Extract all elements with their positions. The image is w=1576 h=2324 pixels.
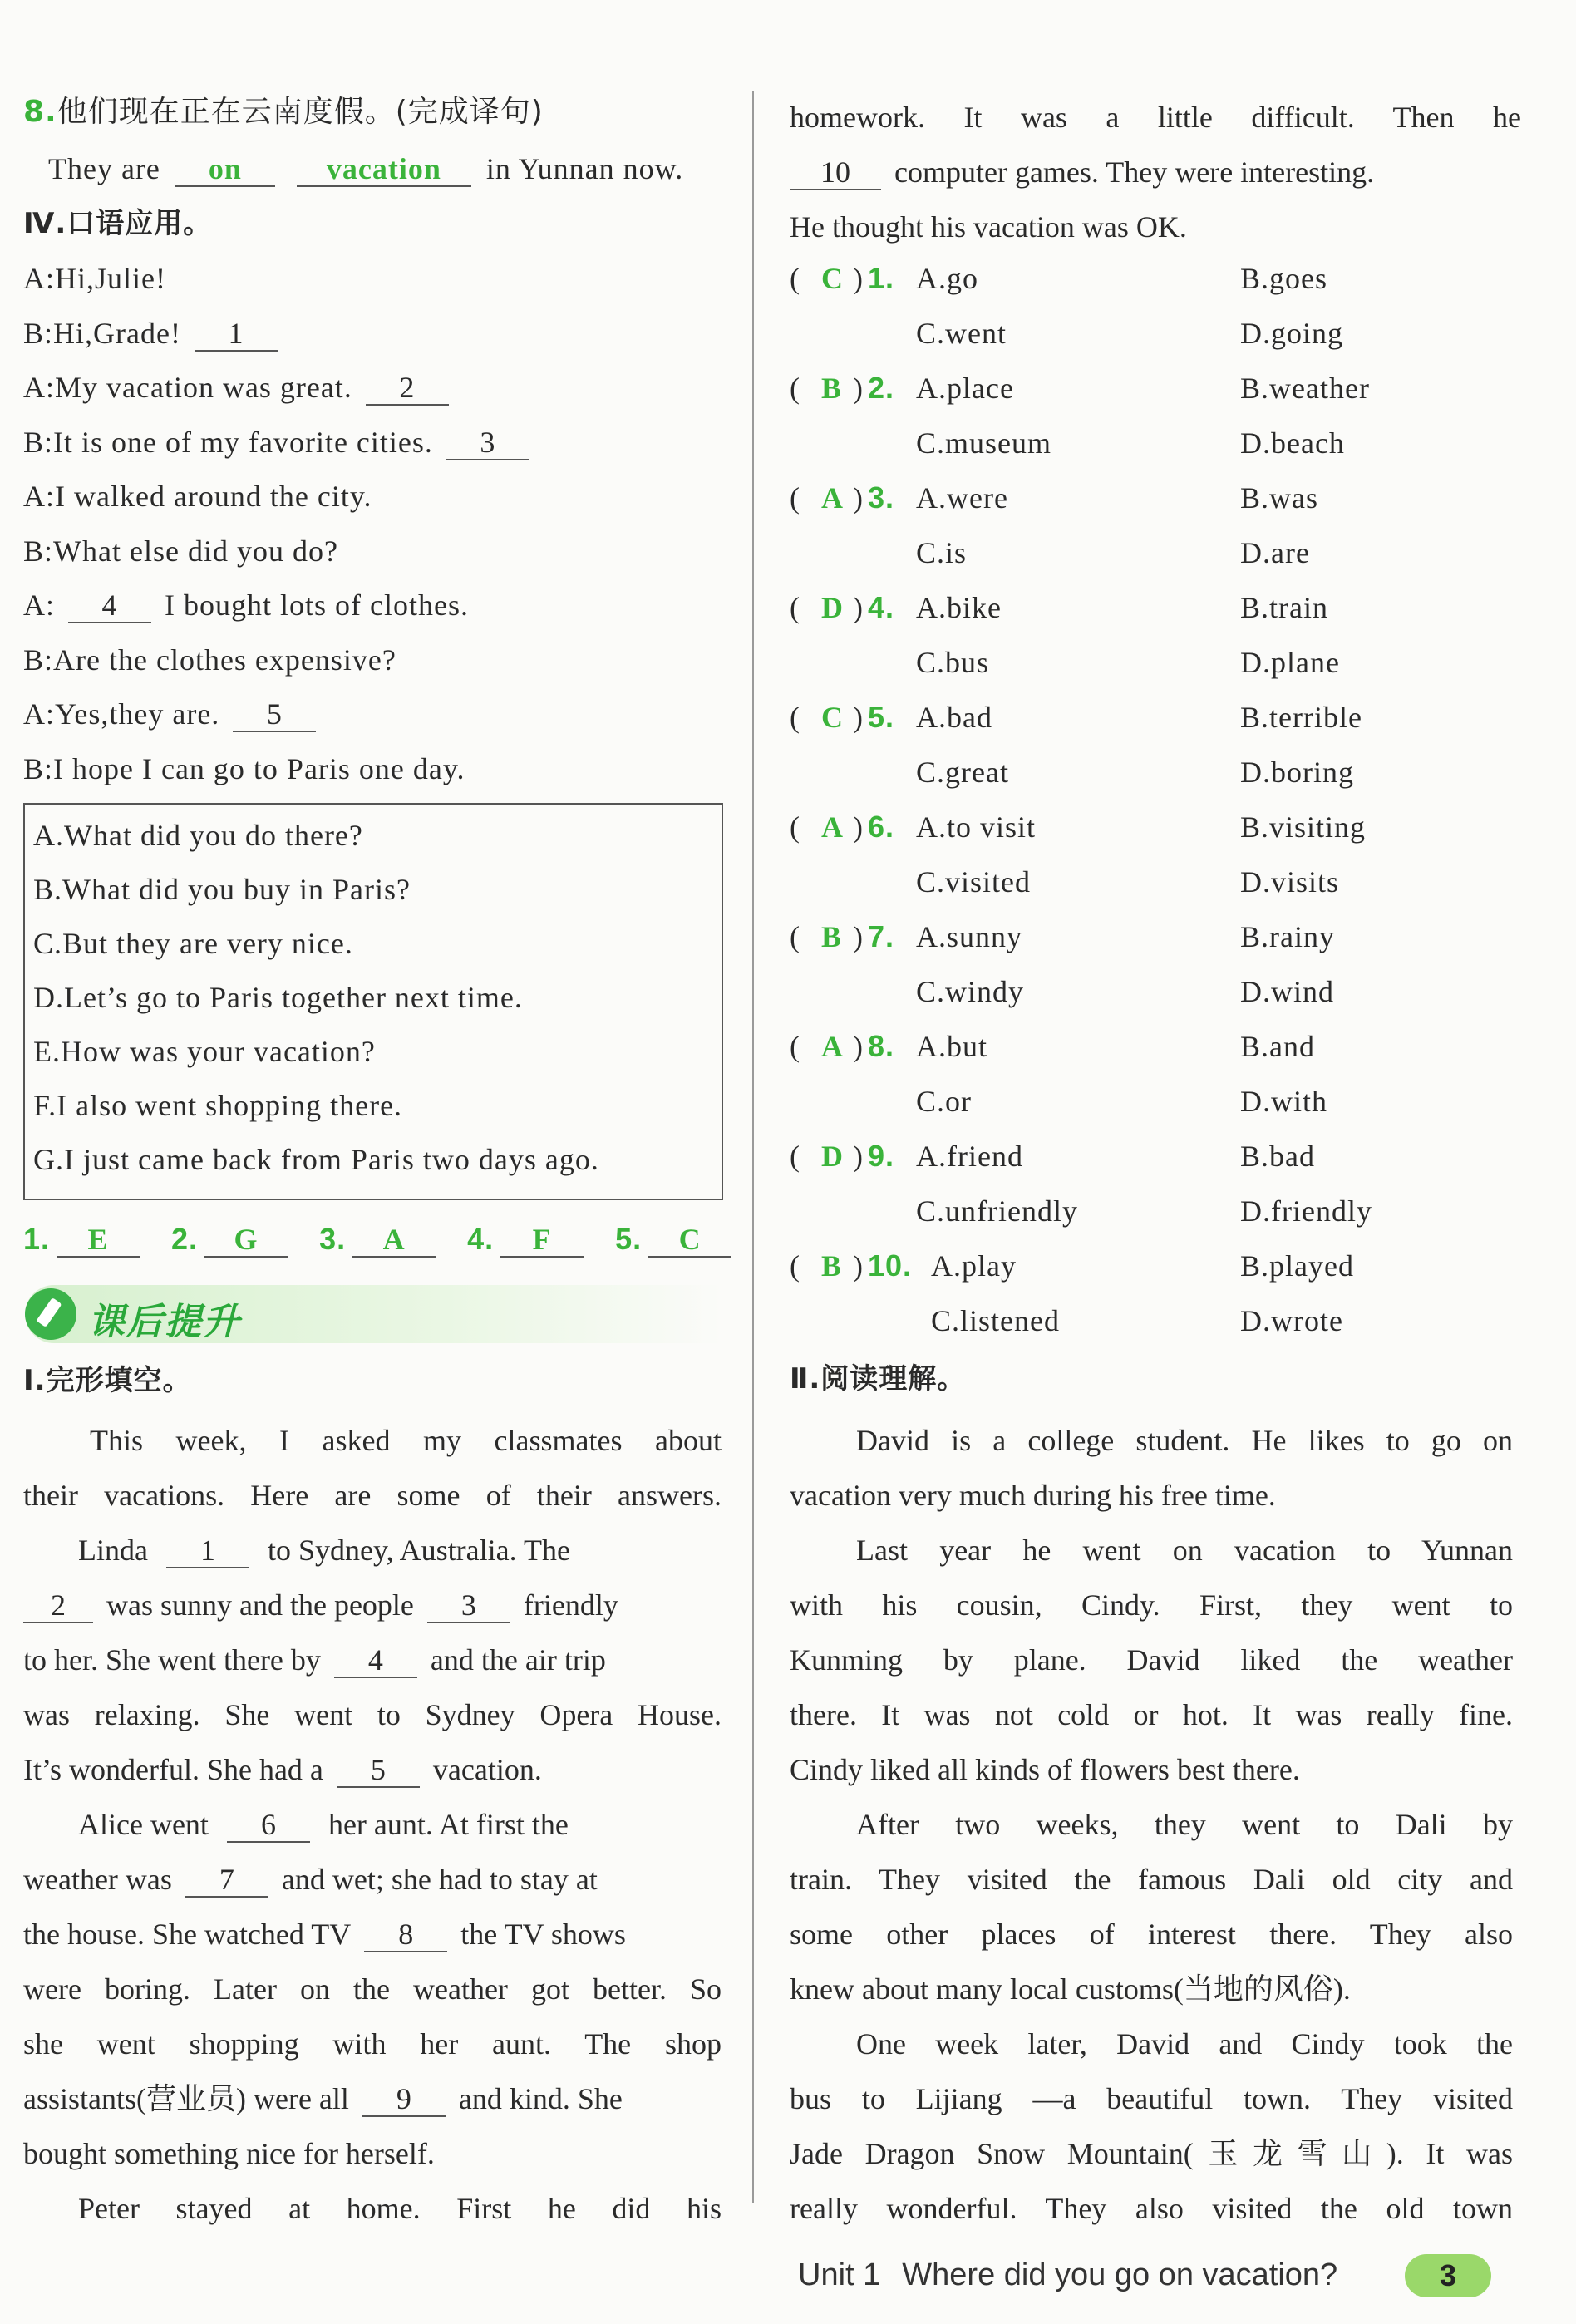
dialog-line: [23, 313, 291, 354]
mc-bracket-open: (: [790, 1140, 800, 1173]
dialog-text: B:I hope I can go to Paris one day.: [23, 751, 465, 785]
answer-number: 2.: [171, 1222, 199, 1256]
cloze-continued-line: He thought his vacation was OK.: [790, 210, 1187, 244]
option-item: F.I also went shopping there.: [33, 1089, 403, 1122]
after-class-banner: [25, 1285, 723, 1343]
cloze-continued-line: homework. It was a little difficult. Then he: [790, 101, 1521, 134]
mc-option-d[interactable]: D.boring: [1240, 756, 1354, 789]
reading-line: some other places of interest there. They also: [790, 1918, 1513, 1951]
cloze-line: their vacations. Here are some of their answers.: [23, 1479, 722, 1512]
mc-answer[interactable]: A: [821, 1030, 844, 1063]
mc-option-d[interactable]: D.wind: [1240, 975, 1334, 1008]
answer-number: 1.: [23, 1222, 51, 1256]
answer-item: [615, 1222, 738, 1256]
mc-option-d[interactable]: D.with: [1240, 1085, 1327, 1118]
mc-option-b[interactable]: B.weather: [1240, 372, 1370, 405]
mc-number: 9.: [868, 1139, 895, 1173]
section-4-title: Ⅳ.口语应用。: [23, 207, 213, 240]
cloze-line: weather was 7 and wet; she had to stay at: [23, 1863, 598, 1896]
dialog-blank[interactable]: 5: [233, 697, 316, 732]
cloze-continued-line: 10 computer games. They were interesting.: [790, 145, 1521, 199]
mc-bracket-open: (: [790, 1249, 800, 1283]
answer-item: [319, 1222, 442, 1256]
mc-option-a[interactable]: A.but: [916, 1030, 987, 1063]
column-divider: [752, 91, 754, 2203]
answer-number: 3.: [319, 1222, 347, 1256]
reading-line: bus to Lijiang —a beautiful town. They visited: [790, 2082, 1513, 2115]
answer-value[interactable]: C: [648, 1223, 731, 1258]
dialog-line: [23, 258, 166, 299]
cloze-blank[interactable]: 3: [427, 1588, 510, 1623]
option-item: E.How was your vacation?: [33, 1035, 376, 1068]
dialog-text: A:: [23, 588, 55, 622]
q8-number: 8.: [23, 95, 57, 129]
reading-line: Cindy liked all kinds of flowers best there.: [790, 1753, 1300, 1786]
reading-line: really wonderful. They also visited the old town: [790, 2192, 1513, 2225]
answer-value[interactable]: A: [352, 1223, 436, 1258]
mc-answer[interactable]: B: [821, 920, 843, 953]
q8-post: in Yunnan now.: [485, 152, 684, 185]
mc-bracket-open: (: [790, 481, 800, 515]
footer-unit: Unit 1: [798, 2258, 881, 2292]
mc-option-d[interactable]: D.beach: [1240, 426, 1345, 460]
option-item: C.But they are very nice.: [33, 927, 353, 960]
mc-number: 1.: [868, 261, 895, 295]
mc-option-b[interactable]: B.terrible: [1240, 701, 1362, 734]
mc-answer[interactable]: C: [821, 262, 844, 295]
mc-option-b[interactable]: B.train: [1240, 591, 1328, 624]
reading-line: After two weeks, they went to Dali by: [856, 1808, 1513, 1841]
mc-bracket-open: (: [790, 701, 800, 734]
cloze-blank[interactable]: 1: [166, 1534, 249, 1568]
mc-option-a[interactable]: A.play: [931, 1249, 1017, 1283]
dialog-blank[interactable]: 3: [446, 426, 529, 460]
mc-option-a[interactable]: A.bike: [916, 591, 1002, 624]
dialog-text: A:Yes,they are.: [23, 697, 220, 731]
option-item: G.I just came back from Paris two days ago.: [33, 1143, 599, 1176]
mc-option-a[interactable]: A.friend: [916, 1140, 1023, 1173]
mc-option-d[interactable]: D.going: [1240, 317, 1343, 350]
mc-option-c[interactable]: C.great: [916, 756, 1009, 789]
mc-option-c[interactable]: C.windy: [916, 975, 1025, 1008]
mc-number: 10.: [868, 1248, 913, 1283]
mc-bracket-close: ): [853, 701, 864, 734]
mc-option-b[interactable]: B.goes: [1240, 262, 1327, 295]
cloze-line: she went shopping with her aunt. The shop: [23, 2027, 722, 2061]
mc-bracket-open: (: [790, 810, 800, 844]
mc-option-c[interactable]: C.bus: [916, 646, 990, 679]
mc-option-d[interactable]: D.friendly: [1240, 1194, 1372, 1228]
mc-option-d[interactable]: D.wrote: [1240, 1304, 1343, 1337]
q8-title: [23, 91, 544, 133]
mc-bracket-close: ): [853, 1030, 864, 1063]
mc-number: 2.: [868, 371, 895, 405]
dialog-line: [23, 584, 469, 626]
mc-number: 7.: [868, 919, 895, 953]
reading-line: there. It was not cold or hot. It was really fine.: [790, 1698, 1513, 1731]
mc-bracket-close: ): [853, 591, 864, 624]
answer-item: [467, 1222, 590, 1256]
mc-option-b[interactable]: B.visiting: [1240, 810, 1367, 844]
reading-line: train. They visited the famous Dali old city and: [790, 1863, 1513, 1896]
dialog-text: A:Hi,Julie!: [23, 262, 166, 295]
dialog-text: A:I walked around the city.: [23, 480, 372, 513]
q8-answer-2[interactable]: vacation: [297, 152, 471, 187]
cloze-line: to her. She went there by 4 and the air trip: [23, 1643, 606, 1677]
mc-bracket-close: ): [853, 262, 864, 295]
mc-option-a[interactable]: A.place: [916, 372, 1014, 405]
reading-line: David is a college student. He likes to go on: [856, 1424, 1513, 1457]
dialog-text: B:Are the clothes expensive?: [23, 643, 396, 677]
mc-option-b[interactable]: B.rainy: [1240, 920, 1335, 953]
cloze-blank[interactable]: 8: [364, 1918, 447, 1952]
dialog-text: A:My vacation was great.: [23, 371, 352, 404]
dialog-blank[interactable]: 4: [68, 588, 151, 623]
mc-bracket-close: ): [853, 810, 864, 844]
answer-line: [23, 1219, 763, 1260]
reading-line: with his cousin, Cindy. First, they went to: [790, 1588, 1513, 1622]
mc-option-c[interactable]: C.visited: [916, 865, 1032, 899]
dialog-line: [23, 421, 543, 463]
cloze-blank[interactable]: 7: [185, 1863, 268, 1898]
answer-item: [23, 1222, 146, 1256]
q8-answer-1[interactable]: on: [175, 152, 275, 187]
mc-option-a[interactable]: A.sunny: [916, 920, 1023, 953]
dialog-line: [23, 639, 396, 681]
cloze-line: 2 was sunny and the people 3 friendly: [23, 1578, 738, 1632]
mc-answer[interactable]: C: [821, 701, 844, 734]
cloze-line: the house. She watched TV 8 the TV shows: [23, 1918, 626, 1951]
dialog-line: [23, 693, 329, 735]
mc-number: 4.: [868, 590, 895, 624]
mc-number: 6.: [868, 810, 895, 844]
mc-bracket-close: ): [853, 372, 864, 405]
mc-answer[interactable]: B: [821, 1249, 843, 1283]
dialog-line: [23, 367, 462, 408]
dialog-text: B:Hi,Grade!: [23, 316, 181, 350]
mc-option-d[interactable]: D.visits: [1240, 865, 1340, 899]
answer-number: 4.: [467, 1222, 495, 1256]
answer-value[interactable]: E: [57, 1223, 140, 1258]
dialog-text-after: I bought lots of clothes.: [165, 588, 469, 622]
dialog-text: B:It is one of my favorite cities.: [23, 425, 433, 459]
mc-option-c[interactable]: C.unfriendly: [916, 1194, 1078, 1228]
cloze-line: bought something nice for herself.: [23, 2137, 435, 2170]
cloze-line: Peter stayed at home. First he did his: [78, 2192, 722, 2225]
mc-answer[interactable]: B: [821, 372, 843, 405]
q8-pre: They are: [48, 152, 160, 185]
mc-option-d[interactable]: D.plane: [1240, 646, 1340, 679]
cloze-line: were boring. Later on the weather got better. So: [23, 1972, 722, 2006]
option-item: B.What did you buy in Paris?: [33, 873, 411, 906]
mc-answer[interactable]: A: [821, 810, 844, 844]
answer-number: 5.: [615, 1222, 643, 1256]
mc-bracket-close: ): [853, 920, 864, 953]
mc-bracket-close: ): [853, 481, 864, 515]
mc-option-b[interactable]: B.and: [1240, 1030, 1315, 1063]
cloze-blank[interactable]: 2: [23, 1588, 93, 1623]
cloze-blank[interactable]: 6: [227, 1808, 310, 1843]
cloze-blank[interactable]: 4: [334, 1643, 417, 1678]
mc-option-c[interactable]: C.listened: [931, 1304, 1060, 1337]
mc-number: 8.: [868, 1029, 895, 1063]
cloze-line: assistants(营业员) were all 9 and kind. She: [23, 2082, 623, 2115]
q8-title-text: 他们现在正在云南度假。(完成译句): [57, 95, 544, 129]
answer-value[interactable]: F: [500, 1223, 584, 1258]
reading-line: Kunming by plane. David liked the weather: [790, 1643, 1513, 1677]
section-2-title: Ⅱ.阅读理解。: [790, 1362, 967, 1396]
reading-line: vacation very much during his free time.: [790, 1479, 1276, 1512]
mc-bracket-close: ): [853, 1249, 864, 1283]
mc-answer[interactable]: A: [821, 481, 844, 515]
mc-option-a[interactable]: A.bad: [916, 701, 992, 734]
answer-value[interactable]: G: [204, 1223, 288, 1258]
reading-line: Jade Dragon Snow Mountain(玉龙雪山). It was: [790, 2137, 1513, 2170]
dialog-text: B:What else did you do?: [23, 534, 338, 568]
cloze-blank[interactable]: 9: [362, 2082, 446, 2117]
mc-option-c[interactable]: C.or: [916, 1085, 972, 1118]
pencil-icon: [25, 1288, 76, 1340]
cloze-line: It’s wonderful. She had a 5 vacation.: [23, 1753, 542, 1786]
mc-bracket-open: (: [790, 1030, 800, 1063]
option-item: A.What did you do there?: [33, 819, 363, 852]
option-item: D.Let’s go to Paris together next time.: [33, 981, 523, 1014]
mc-option-a[interactable]: A.were: [916, 481, 1008, 515]
reading-line: One week later, David and Cindy took the: [856, 2027, 1513, 2061]
reading-line: Last year he went on vacation to Yunnan: [856, 1534, 1513, 1567]
dialog-blank[interactable]: 2: [366, 371, 449, 406]
page-number: 3: [1405, 2254, 1491, 2297]
dialog-line: [23, 475, 372, 517]
cloze-blank[interactable]: 10: [790, 155, 881, 190]
footer-title: Where did you go on vacation?: [902, 2258, 1338, 2292]
mc-option-a[interactable]: A.go: [916, 262, 978, 295]
dialog-blank[interactable]: 1: [195, 317, 278, 352]
mc-bracket-open: (: [790, 920, 800, 953]
answer-item: [171, 1222, 294, 1256]
mc-number: 5.: [868, 700, 895, 734]
mc-option-b[interactable]: B.was: [1240, 481, 1318, 515]
cloze-line: Alice went 6 her aunt. At first the: [78, 1808, 569, 1841]
mc-bracket-open: (: [790, 591, 800, 624]
mc-bracket-open: (: [790, 372, 800, 405]
dialog-line: [23, 530, 338, 572]
cloze-line: was relaxing. She went to Sydney Opera House.: [23, 1698, 722, 1731]
mc-option-d[interactable]: D.are: [1240, 536, 1310, 569]
q8-sentence: [48, 148, 683, 190]
mc-answer[interactable]: D: [821, 1140, 844, 1173]
cloze-line: Linda 1 to Sydney, Australia. The: [78, 1534, 570, 1567]
cloze-line: This week, I asked my classmates about: [90, 1424, 722, 1457]
reading-line: knew about many local customs(当地的风俗).: [790, 1972, 1351, 2006]
mc-option-c[interactable]: C.went: [916, 317, 1007, 350]
cloze-blank[interactable]: 5: [337, 1753, 420, 1788]
section-1-title: Ⅰ.完形填空。: [23, 1364, 192, 1397]
mc-number: 3.: [868, 480, 895, 515]
dialog-line: [23, 748, 465, 790]
footer: [798, 2258, 1337, 2293]
mc-bracket-open: (: [790, 262, 800, 295]
options-box: [23, 803, 723, 1200]
mc-bracket-close: ): [853, 1140, 864, 1173]
mc-option-a[interactable]: A.to visit: [916, 810, 1037, 844]
banner-title: 课后提升: [88, 1301, 241, 1343]
mc-option-c[interactable]: C.is: [916, 536, 968, 569]
mc-option-b[interactable]: B.bad: [1240, 1140, 1315, 1173]
mc-option-b[interactable]: B.played: [1240, 1249, 1354, 1283]
mc-answer[interactable]: D: [821, 591, 844, 624]
mc-option-c[interactable]: C.museum: [916, 426, 1052, 460]
